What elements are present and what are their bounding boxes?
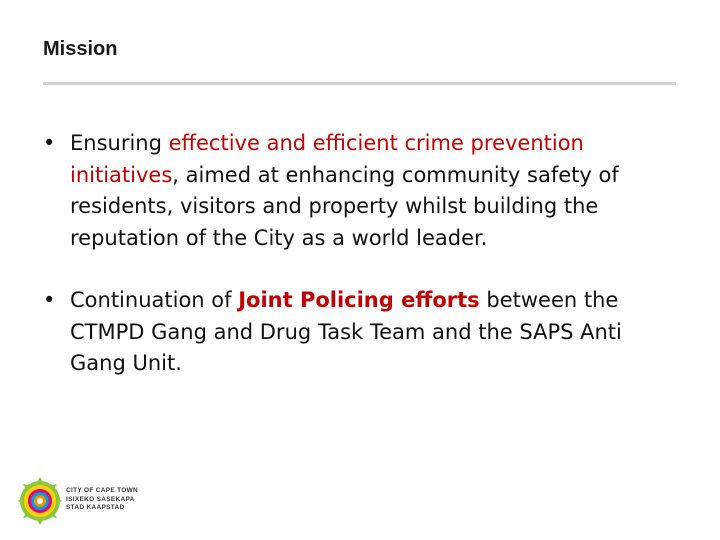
city-logo xyxy=(18,475,198,527)
bullet-dot: • xyxy=(43,288,56,312)
bullet-dot: • xyxy=(43,131,56,155)
bullet-highlight: effective and efficient crime prevention initiatives xyxy=(70,131,584,187)
title-divider xyxy=(43,82,676,85)
bullet-highlight: Joint Policing efforts xyxy=(238,288,480,312)
logo-line-2: ISIXEKO SASEKAPA xyxy=(66,495,135,503)
bullet-list xyxy=(43,128,683,411)
slide-title: Mission xyxy=(43,38,118,60)
logo-line-3: STAD KAAPSTAD xyxy=(66,504,125,511)
logo-line-1: CITY OF CAPE TOWN xyxy=(66,487,139,494)
bullet-text-post: between the CTMPD Gang and Drug Task Team and the SAPS Anti Gang Unit. xyxy=(70,288,622,375)
bullet-item-2 xyxy=(43,285,683,380)
logo-text xyxy=(66,487,138,513)
bullet-item-1 xyxy=(43,128,683,254)
bullet-text-pre: Ensuring xyxy=(70,131,169,155)
bullet-text-pre: Continuation of xyxy=(70,288,239,312)
city-emblem-icon xyxy=(18,475,64,527)
bullet-text-post: , aimed at enhancing community safety of residents, visitors and property whilst building the reputation of the City as a world leader. xyxy=(70,162,619,250)
